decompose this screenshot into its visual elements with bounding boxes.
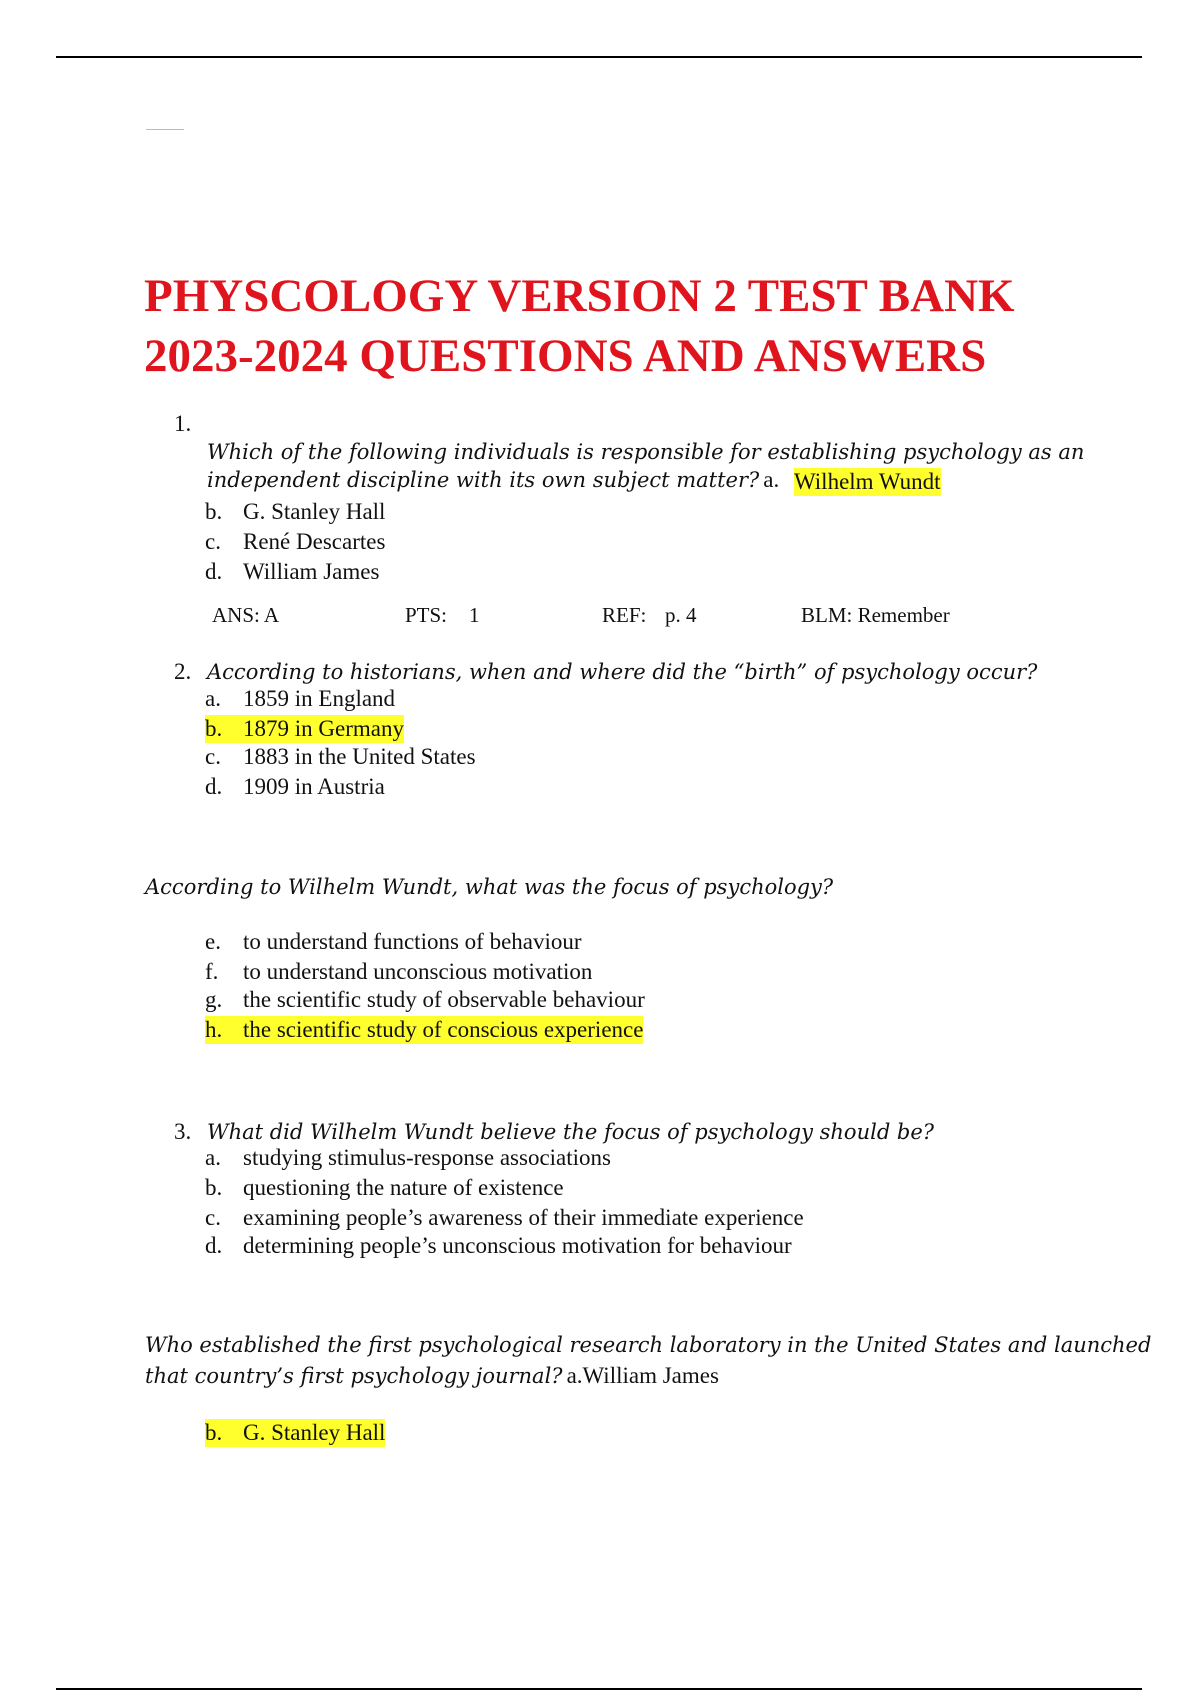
option-b-correct bbox=[205, 715, 404, 743]
title-line-2: 2023-2024 QUESTIONS AND ANSWERS bbox=[144, 330, 987, 382]
question-text-line-2: independent discipline with its own subject matter? bbox=[207, 468, 760, 492]
question-number: 1. bbox=[174, 411, 192, 436]
question-text: According to historians, when and where did the “birth” of psychology occur? bbox=[207, 660, 1038, 684]
option-text: to understand functions of behaviour bbox=[243, 929, 582, 954]
option-letter: e. bbox=[205, 929, 221, 954]
option-b bbox=[205, 498, 385, 526]
question-text-line-2: that country’s first psychology journal? bbox=[145, 1364, 563, 1388]
option-letter: h. bbox=[205, 1017, 223, 1042]
top-rule bbox=[56, 56, 1142, 58]
option-b bbox=[205, 1174, 564, 1202]
option-g bbox=[205, 986, 645, 1014]
option-text: studying stimulus-response associations bbox=[243, 1145, 611, 1170]
option-a-inline: a.William James bbox=[566, 1363, 719, 1388]
option-d bbox=[205, 1232, 792, 1260]
points-label: PTS: bbox=[405, 603, 448, 627]
option-c bbox=[205, 743, 476, 771]
option-text: René Descartes bbox=[243, 529, 386, 554]
option-d bbox=[205, 558, 379, 586]
option-letter: b. bbox=[205, 1420, 223, 1445]
option-letter: d. bbox=[205, 774, 223, 799]
option-b-correct bbox=[205, 1419, 385, 1447]
question-number: 3. bbox=[174, 1119, 192, 1144]
option-f bbox=[205, 958, 592, 986]
option-text: William James bbox=[243, 559, 380, 584]
option-letter: b. bbox=[205, 716, 223, 741]
option-text: determining people’s unconscious motivation for behaviour bbox=[243, 1233, 792, 1258]
option-h-correct bbox=[205, 1016, 643, 1044]
option-text: 1909 in Austria bbox=[243, 774, 385, 799]
question-text: What did Wilhelm Wundt believe the focus of psychology should be? bbox=[207, 1120, 935, 1144]
reference-value: p. 4 bbox=[665, 603, 697, 627]
answer-key: ANS: A bbox=[212, 603, 280, 627]
option-letter: g. bbox=[205, 987, 223, 1012]
question-text-line-1: Which of the following individuals is responsible for establishing psychology as an bbox=[207, 440, 1085, 464]
option-text: 1883 in the United States bbox=[243, 744, 476, 769]
option-text: 1859 in England bbox=[243, 686, 396, 711]
points-value: 1 bbox=[469, 603, 480, 627]
option-text: the scientific study of conscious experience bbox=[243, 1017, 644, 1042]
reference-label: REF: bbox=[602, 603, 647, 627]
option-e bbox=[205, 928, 582, 956]
question-text-line-2-row bbox=[145, 1363, 719, 1389]
option-letter: b. bbox=[205, 1175, 223, 1200]
bottom-rule bbox=[56, 1688, 1142, 1690]
option-text: questioning the nature of existence bbox=[243, 1175, 564, 1200]
option-letter: f. bbox=[205, 959, 219, 984]
option-text: G. Stanley Hall bbox=[243, 499, 386, 524]
option-text: the scientific study of observable behaviour bbox=[243, 987, 645, 1012]
option-c bbox=[205, 528, 385, 556]
option-letter: a. bbox=[763, 467, 780, 492]
option-letter: a. bbox=[205, 686, 221, 711]
option-text: examining people’s awareness of their immediate experience bbox=[243, 1205, 804, 1230]
document-title bbox=[144, 266, 1104, 386]
question-text-line-2-row bbox=[207, 467, 779, 493]
option-text: to understand unconscious motivation bbox=[243, 959, 593, 984]
header-mark bbox=[146, 129, 184, 130]
correct-answer-highlight: Wilhelm Wundt bbox=[794, 469, 941, 494]
option-text: 1879 in Germany bbox=[243, 716, 404, 741]
option-letter: b. bbox=[205, 499, 223, 524]
option-letter: d. bbox=[205, 559, 223, 584]
option-c bbox=[205, 1204, 804, 1232]
option-letter: a. bbox=[205, 1145, 221, 1170]
option-text: G. Stanley Hall bbox=[243, 1420, 386, 1445]
bloom-level: BLM: Remember bbox=[801, 603, 950, 627]
question-text-line-1: Who established the first psychological research laboratory in the United States and launched bbox=[145, 1333, 1152, 1357]
question-text: According to Wilhelm Wundt, what was the focus of psychology? bbox=[145, 875, 834, 899]
option-a bbox=[205, 1144, 611, 1172]
option-letter: c. bbox=[205, 744, 221, 769]
title-line-1: PHYSCOLOGY VERSION 2 TEST BANK bbox=[144, 270, 1015, 322]
question-number: 2. bbox=[174, 659, 192, 684]
option-letter: c. bbox=[205, 1205, 221, 1230]
option-a bbox=[205, 685, 395, 713]
option-letter: c. bbox=[205, 529, 221, 554]
option-d bbox=[205, 773, 385, 801]
option-letter: d. bbox=[205, 1233, 223, 1258]
